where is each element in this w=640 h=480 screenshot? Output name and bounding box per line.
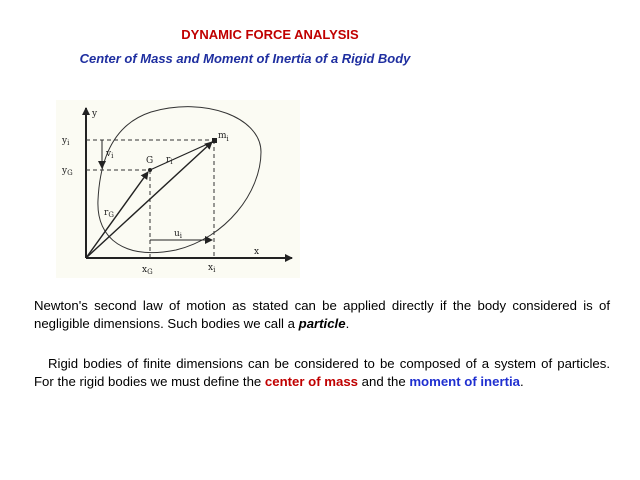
center-of-mass-point (148, 168, 152, 172)
yg-label: $y_G$ (62, 166, 73, 177)
particle-term: particle (298, 316, 346, 331)
vi-label: $v_i$ (106, 149, 114, 160)
y-axis-label: y (92, 109, 98, 119)
particle-mi (212, 138, 217, 143)
xi-label: $x_i$ (208, 263, 216, 274)
yi-label: $y_i$ (62, 136, 70, 147)
diagram-svg (56, 100, 300, 278)
paragraph1-end: . (345, 316, 350, 331)
paragraph-particle (34, 297, 610, 333)
paragraph2-end: . (519, 374, 524, 389)
mi-label: $m_i$ (218, 131, 229, 143)
paragraph1-text: Newton's second law of motion as stated can be applied directly if the body considered is of negligible dimensions. Such bodies we call a (34, 298, 610, 331)
paragraph2-middle: and the (358, 374, 410, 389)
paragraph-rigid-bodies (34, 355, 610, 391)
rg-label: $r_G$ (104, 208, 114, 219)
paragraph2-text: Rigid bodies of finite dimensions can be considered to be composed of a system of particles. For the rigid bodies we must define the (34, 356, 610, 389)
moment-of-inertia-term: moment of inertia (409, 374, 520, 389)
g-label: G (146, 156, 154, 166)
slide-title: DYNAMIC FORCE ANALYSIS (181, 27, 359, 42)
center-of-mass-diagram (56, 100, 300, 278)
slide-subtitle: Center of Mass and Moment of Inertia of a Rigid Body (79, 51, 411, 66)
xg-label: $x_G$ (142, 265, 153, 276)
ri-bar-label: $r_i$ (166, 155, 173, 166)
x-axis-label: x (254, 247, 260, 257)
ui-label: $u_i$ (174, 229, 183, 240)
center-of-mass-term: center of mass (264, 374, 358, 389)
